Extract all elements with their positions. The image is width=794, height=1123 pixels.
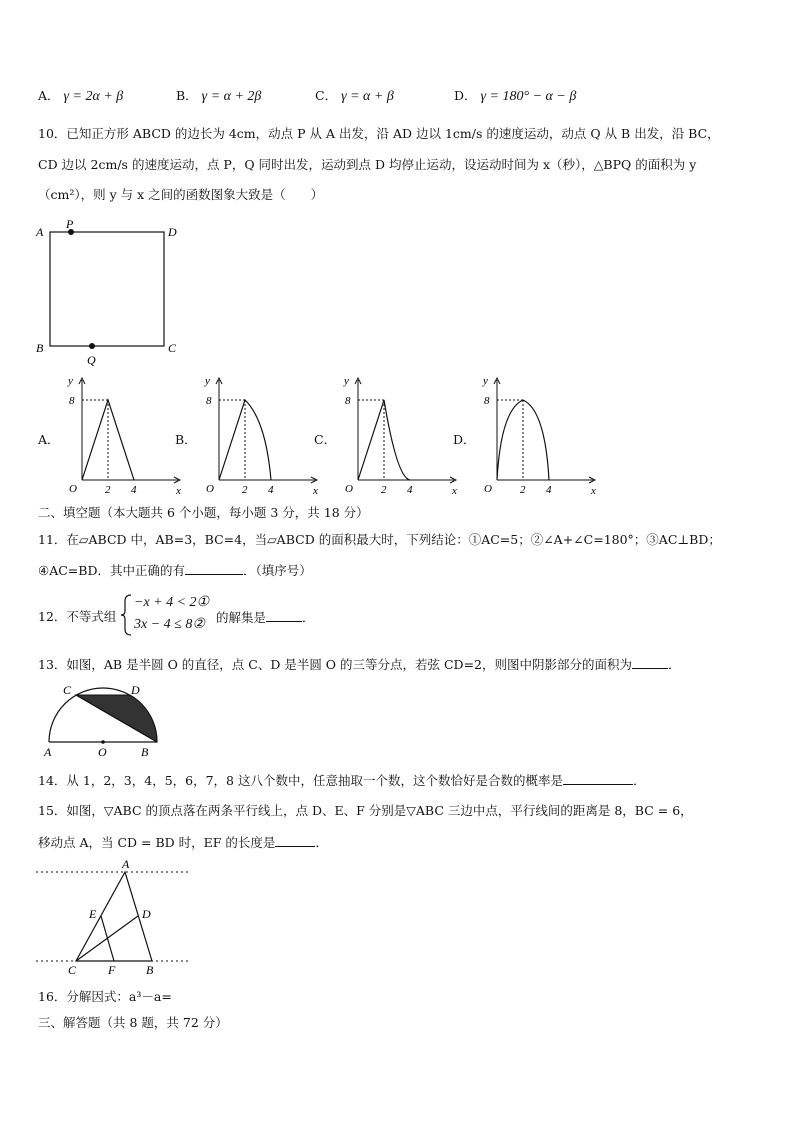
q12-end: ．	[302, 610, 315, 625]
q9-option-b-expr: γ = α + 2β	[201, 89, 262, 104]
section-3-heading: 三、解答题（共 8 题，共 72 分）	[38, 1015, 228, 1030]
origin-label: O	[69, 483, 77, 495]
center-o	[101, 740, 105, 744]
q10-graph-b	[193, 372, 323, 500]
q14-text-wrap	[38, 772, 646, 789]
y-label: y	[68, 375, 73, 387]
q15-answer-blank[interactable]	[275, 834, 315, 847]
tick-label-2: 2	[520, 484, 526, 496]
q10-graph-d	[471, 372, 601, 500]
q13-answer-blank[interactable]	[632, 656, 668, 669]
q11-line-2a: ④AC=BD．其中正确的有	[38, 563, 185, 578]
q14-end: ．	[632, 773, 646, 788]
q12-suffix: 的解集是	[216, 610, 267, 625]
q9-option-a-expr: γ = 2α + β	[63, 89, 124, 104]
tick-label-8: 8	[69, 395, 75, 407]
label-d: D	[131, 683, 140, 697]
q10-line-1: 10．已知正方形 ABCD 的边长为 4cm，动点 P 从 A 出发，沿 AD 边以 1cm/s 的速度运动，动点 Q 从 B 出发，沿 BC，	[38, 126, 720, 141]
q10-graph-c	[332, 372, 462, 500]
tick-label-8: 8	[484, 395, 490, 407]
label-a: A	[44, 745, 52, 759]
tick-label-4: 4	[546, 484, 552, 496]
tick-label-8: 8	[206, 395, 212, 407]
label-q: Q	[87, 353, 96, 367]
label-o: O	[98, 745, 107, 759]
label-b: B	[146, 963, 154, 976]
q11-line-2	[38, 562, 312, 579]
tick-label-4: 4	[131, 484, 137, 496]
y-label: y	[483, 375, 488, 387]
tick-label-2: 2	[105, 484, 111, 496]
q9-option-a-label: A．	[38, 88, 60, 103]
segment-ef	[101, 916, 114, 961]
q10-option-label-a: A．	[38, 432, 60, 447]
tick-label-4: 4	[268, 484, 274, 496]
q9-option-c-label: C．	[315, 88, 338, 103]
q9-option-a	[38, 88, 123, 105]
q13-text: 13．如图，AB 是半圆 O 的直径，点 C、D 是半圆 O 的三等分点，若弦 CD=2，则图中阴影部分的面积为	[38, 657, 633, 672]
q14-answer-blank[interactable]	[563, 772, 633, 785]
point-q	[89, 343, 95, 349]
q10-square-diagram	[30, 218, 190, 368]
q15-line-2	[38, 834, 328, 851]
q12-brace	[120, 593, 134, 637]
y-label: y	[344, 375, 349, 387]
q12-inequality-1: −x + 4 < 2①	[134, 595, 210, 610]
label-c: C	[168, 341, 177, 355]
label-c: C	[68, 963, 77, 976]
q16-text: 16．分解因式：a³－a=	[38, 989, 172, 1004]
label-f: F	[108, 963, 116, 976]
origin-label: O	[206, 483, 214, 495]
x-label: x	[313, 485, 318, 497]
q12-answer-blank[interactable]	[266, 609, 302, 622]
q10-option-label-b: B．	[175, 432, 197, 447]
q13-end: ．	[668, 657, 681, 672]
q10-line-3: （cm²），则 y 与 x 之间的函数图象大致是（ ）	[38, 187, 324, 202]
q9-option-c	[315, 88, 394, 105]
q15-line-2b: ．	[315, 835, 328, 850]
q9-option-d	[454, 88, 576, 105]
tick-label-2: 2	[381, 484, 387, 496]
label-d: D	[168, 225, 177, 239]
label-p: P	[66, 218, 74, 231]
x-label: x	[176, 485, 181, 497]
x-label: x	[591, 485, 596, 497]
label-b: B	[36, 341, 44, 355]
label-e: E	[89, 907, 97, 921]
q15-line-2a: 移动点 A，当 CD = BD 时，EF 的长度是	[38, 835, 276, 850]
q11-answer-blank[interactable]	[185, 562, 243, 575]
q9-option-c-expr: γ = α + β	[341, 89, 394, 104]
square-abcd	[50, 232, 164, 346]
label-c: C	[63, 683, 72, 697]
section-2-heading: 二、填空题（本大题共 6 个小题，每小题 3 分，共 18 分）	[38, 505, 369, 520]
q10-graph-a	[56, 372, 186, 500]
label-a: A	[122, 857, 130, 871]
label-b: B	[141, 745, 149, 759]
q12-inequality-2: 3x − 4 ≤ 8②	[134, 617, 205, 632]
q9-option-d-label: D．	[454, 88, 477, 103]
triangle-abc	[76, 872, 152, 961]
q9-option-d-expr: γ = 180° − α − β	[480, 89, 577, 104]
q10-line-2: CD 边以 2cm/s 的速度运动，点 P，Q 同时出发，运动到点 D 均停止运动，设运动时间为 x（秒），△BPQ 的面积为 y	[38, 157, 697, 172]
tick-label-4: 4	[407, 484, 413, 496]
q11-line-1: 11．在▱ABCD 中，AB=3，BC=4，当▱ABCD 的面积最大时，下列结论：①AC=5；②∠A+∠C=180°；③AC⊥BD；	[38, 532, 721, 547]
label-d: D	[142, 907, 151, 921]
origin-label: O	[345, 483, 353, 495]
q9-option-b-label: B．	[176, 88, 198, 103]
q11-line-2b: ．（填序号）	[242, 563, 312, 578]
tick-label-2: 2	[242, 484, 248, 496]
q13-text-wrap	[38, 656, 681, 673]
q10-option-label-d: D．	[453, 432, 476, 447]
x-label: x	[452, 485, 457, 497]
q12-suffix-wrap	[216, 609, 315, 626]
q15-triangle-diagram	[34, 856, 194, 976]
q12-prefix: 12．不等式组	[38, 609, 117, 624]
y-label: y	[205, 375, 210, 387]
label-a: A	[36, 225, 44, 239]
q10-option-label-c: C．	[314, 432, 337, 447]
q15-line-1: 15．如图，▽ABC 的顶点落在两条平行线上，点 D、E、F 分别是▽ABC 三边中点，平行线间的距离是 8，BC = 6，	[38, 803, 693, 818]
q14-text: 14．从 1，2，3，4，5，6，7，8 这八个数中，任意抽取一个数，这个数恰好是合数的概率是	[38, 773, 563, 788]
q9-option-b	[176, 88, 261, 105]
q13-semicircle-diagram	[36, 682, 166, 762]
tick-label-8: 8	[345, 395, 351, 407]
origin-label: O	[484, 483, 492, 495]
